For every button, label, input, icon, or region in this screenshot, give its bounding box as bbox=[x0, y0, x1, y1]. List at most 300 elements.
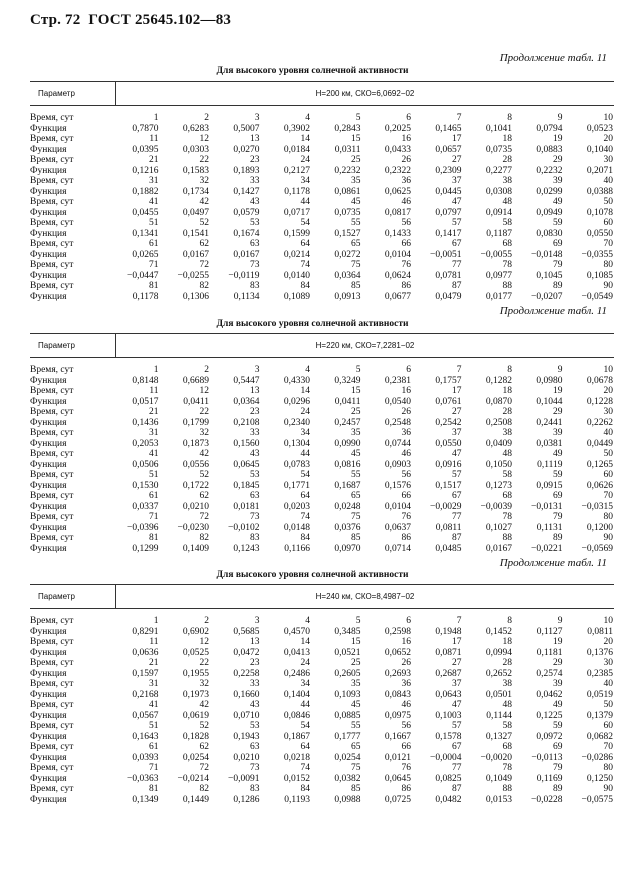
table-cell: 0,0506 bbox=[132, 459, 159, 470]
table-row bbox=[30, 239, 614, 250]
table-cell: 7 bbox=[456, 365, 462, 375]
table-cell: 49 bbox=[553, 197, 563, 207]
table-cell: 0,2843 bbox=[334, 123, 361, 134]
table-cell: 0,1027 bbox=[485, 522, 512, 533]
table-cell: 85 bbox=[351, 533, 361, 543]
table-cell: 0,2598 bbox=[384, 626, 411, 637]
table-cell: 47 bbox=[452, 197, 462, 207]
table-cell: −0,0113 bbox=[531, 752, 563, 763]
table-cell: 6 bbox=[406, 365, 411, 375]
row-label: Функция bbox=[30, 459, 67, 470]
table-cell: 68 bbox=[502, 491, 512, 501]
table-cell: 4 bbox=[305, 616, 310, 626]
row-label: Функция bbox=[30, 710, 67, 721]
table-cell: 0,0210 bbox=[233, 752, 260, 763]
table-cell: −0,0055 bbox=[480, 249, 512, 260]
table-cell: 79 bbox=[553, 260, 563, 270]
table-cell: 25 bbox=[351, 407, 361, 417]
table-cell: 8 bbox=[507, 616, 512, 626]
table-cell: 0,1417 bbox=[435, 228, 462, 239]
table-cell: 0,2025 bbox=[384, 123, 411, 134]
table-cell: −0,0549 bbox=[581, 291, 613, 302]
row-label: Время, сут bbox=[30, 386, 74, 396]
table-cell: 0,1379 bbox=[586, 710, 613, 721]
table-cell: 0,1144 bbox=[486, 710, 512, 721]
table-cell: 65 bbox=[351, 491, 361, 501]
table-cell: 0,1948 bbox=[435, 626, 462, 637]
table-cell: 2 bbox=[204, 616, 209, 626]
table-cell: 0,2652 bbox=[485, 668, 512, 679]
table-cell: 0,0121 bbox=[384, 752, 411, 763]
table-cell: 0,3902 bbox=[283, 123, 310, 134]
table-cell: 0,0181 bbox=[233, 501, 260, 512]
table-cell: 40 bbox=[603, 176, 613, 186]
table-cell: 0,1973 bbox=[182, 689, 209, 700]
table-cell: 10 bbox=[603, 113, 613, 123]
table-cell: −0,0569 bbox=[581, 543, 613, 554]
table-cell: 25 bbox=[351, 658, 361, 668]
table-cell: 23 bbox=[250, 658, 260, 668]
table-cell: 39 bbox=[553, 428, 563, 438]
table-cell: 84 bbox=[300, 784, 310, 794]
table-cell: 0,2574 bbox=[536, 668, 563, 679]
table-cell: 0,0619 bbox=[182, 710, 209, 721]
table-row bbox=[30, 250, 614, 261]
table-row bbox=[30, 648, 614, 659]
table-cell: 52 bbox=[199, 218, 209, 228]
table-cell: 0,0970 bbox=[334, 543, 361, 554]
table-cell: 0,0497 bbox=[182, 207, 209, 218]
table-cell: 13 bbox=[250, 134, 260, 144]
table-cell: 24 bbox=[300, 155, 310, 165]
table-cell: 64 bbox=[300, 491, 310, 501]
table-cell: 36 bbox=[401, 679, 411, 689]
table-cell: 0,0682 bbox=[586, 731, 613, 742]
table-cell: 79 bbox=[553, 512, 563, 522]
table-cell: 5 bbox=[355, 365, 361, 375]
table-cell: 21 bbox=[149, 407, 159, 417]
table-cell: 90 bbox=[603, 784, 613, 794]
table-row bbox=[30, 523, 614, 534]
table-cell: 0,1225 bbox=[536, 710, 563, 721]
table-cell: 0,0972 bbox=[536, 731, 563, 742]
table-cell: 0,1867 bbox=[283, 731, 310, 742]
table-cell: 22 bbox=[199, 155, 209, 165]
row-label: Время, сут bbox=[30, 784, 74, 794]
table-cell: 0,0990 bbox=[334, 438, 361, 449]
table-cell: 0,0717 bbox=[283, 207, 310, 218]
table-cell: 43 bbox=[250, 197, 260, 207]
table-row bbox=[30, 218, 614, 229]
continuation-note: Продолжение табл. 11 bbox=[499, 305, 607, 317]
table-cell: 0,2605 bbox=[334, 668, 361, 679]
table-cell: 43 bbox=[250, 700, 260, 710]
table-cell: 0,0167 bbox=[182, 249, 209, 260]
table-cell: 0,0579 bbox=[233, 207, 260, 218]
table-cell: 0,1409 bbox=[182, 543, 209, 554]
row-label: Функция bbox=[30, 186, 67, 197]
table-cell: 52 bbox=[199, 470, 209, 480]
row-label: Время, сут bbox=[30, 260, 74, 270]
table-cell: 61 bbox=[149, 491, 159, 501]
table-cell: 58 bbox=[502, 721, 512, 731]
table-cell: 0,1599 bbox=[283, 228, 310, 239]
table-cell: 0,1166 bbox=[284, 543, 310, 554]
table-cell: 0,0870 bbox=[485, 396, 512, 407]
table-row bbox=[30, 208, 614, 219]
table-cell: 0,3485 bbox=[334, 626, 361, 637]
table-cell: 0,1093 bbox=[334, 689, 361, 700]
table-cell: 0,1465 bbox=[435, 123, 462, 134]
table-cell: 32 bbox=[199, 428, 209, 438]
table-cell: 57 bbox=[452, 470, 462, 480]
table-cell: 88 bbox=[502, 281, 512, 291]
table-cell: 0,0411 bbox=[183, 396, 209, 407]
table-cell: 0,1228 bbox=[586, 396, 613, 407]
table-cell: 0,0883 bbox=[536, 144, 563, 155]
table-header bbox=[30, 333, 614, 358]
table-cell: 0,1777 bbox=[334, 731, 361, 742]
table-cell: 30 bbox=[603, 658, 613, 668]
table-cell: −0,0396 bbox=[127, 522, 159, 533]
table-cell: 80 bbox=[603, 512, 613, 522]
table-cell: 74 bbox=[300, 260, 310, 270]
table-cell: 0,1282 bbox=[485, 375, 512, 386]
row-label: Функция bbox=[30, 123, 67, 134]
row-label: Функция bbox=[30, 249, 67, 260]
table-cell: −0,0286 bbox=[581, 752, 613, 763]
table-cell: 27 bbox=[452, 407, 462, 417]
table-cell: 0,5685 bbox=[233, 626, 260, 637]
table-cell: 33 bbox=[250, 679, 260, 689]
table-cell: 74 bbox=[300, 763, 310, 773]
table-cell: 60 bbox=[603, 218, 613, 228]
table-cell: 82 bbox=[199, 281, 209, 291]
table-cell: 75 bbox=[351, 763, 361, 773]
table-cell: 0,0177 bbox=[485, 291, 512, 302]
table-cell: 0,0885 bbox=[334, 710, 361, 721]
table-cell: 0,0871 bbox=[435, 647, 462, 658]
table-cell: 0,0625 bbox=[384, 186, 411, 197]
table-cell: 0,1873 bbox=[182, 438, 209, 449]
table-cell: 0,0626 bbox=[586, 480, 613, 491]
table-cell: 0,0311 bbox=[334, 144, 361, 155]
table-cell: 0,8148 bbox=[132, 375, 159, 386]
table-cell: −0,0355 bbox=[581, 249, 613, 260]
table-cell: 0,3249 bbox=[334, 375, 361, 386]
table-cell: 0,0624 bbox=[384, 270, 411, 281]
table-cell: 45 bbox=[351, 449, 361, 459]
table-cell: 6 bbox=[406, 616, 411, 626]
table-cell: 0,0376 bbox=[334, 522, 361, 533]
table-cell: 68 bbox=[502, 742, 512, 752]
table-cell: 0,0214 bbox=[283, 249, 310, 260]
table-cell: 0,2277 bbox=[485, 165, 512, 176]
table-cell: 0,2232 bbox=[334, 165, 361, 176]
table-cell: 0,1893 bbox=[233, 165, 260, 176]
row-label: Функция bbox=[30, 647, 67, 658]
table-cell: 62 bbox=[199, 742, 209, 752]
table-cell: 78 bbox=[502, 260, 512, 270]
table-cell: 0,2340 bbox=[283, 417, 310, 428]
table-row bbox=[30, 271, 614, 282]
row-label: Время, сут bbox=[30, 742, 74, 752]
table-cell: 0,1078 bbox=[586, 207, 613, 218]
table-cell: 55 bbox=[351, 470, 361, 480]
table-cell: 0,0308 bbox=[485, 186, 512, 197]
table-cell: 63 bbox=[250, 491, 260, 501]
table-cell: 0,1722 bbox=[182, 480, 209, 491]
table-cell: 29 bbox=[553, 407, 563, 417]
table-cell: 41 bbox=[149, 449, 159, 459]
table-cell: 79 bbox=[553, 763, 563, 773]
table-cell: 0,7870 bbox=[132, 123, 159, 134]
continuation-note: Продолжение табл. 11 bbox=[499, 52, 607, 64]
page-number: Стр. 72 bbox=[30, 12, 81, 28]
table-cell: 0,0153 bbox=[485, 794, 512, 805]
table-cell: −0,0119 bbox=[228, 270, 260, 281]
table-cell: 53 bbox=[250, 721, 260, 731]
table-cell: 81 bbox=[149, 784, 159, 794]
table-cell: 44 bbox=[300, 449, 310, 459]
table-cell: 80 bbox=[603, 763, 613, 773]
table-cell: 0,0811 bbox=[435, 522, 462, 533]
table-cell: 69 bbox=[553, 491, 563, 501]
table-cell: 39 bbox=[553, 679, 563, 689]
table-cell: 45 bbox=[351, 700, 361, 710]
row-label: Функция bbox=[30, 543, 67, 554]
table-cell: 0,1085 bbox=[586, 270, 613, 281]
table-cell: 9 bbox=[557, 365, 563, 375]
table-cell: 3 bbox=[254, 365, 260, 375]
table-cell: 0,1193 bbox=[284, 794, 310, 805]
table-cell: −0,0255 bbox=[177, 270, 209, 281]
table-cell: 0,1169 bbox=[536, 773, 563, 784]
table-cell: 0,0540 bbox=[384, 396, 411, 407]
table-cell: 51 bbox=[149, 218, 159, 228]
table-cell: 36 bbox=[401, 428, 411, 438]
table-header bbox=[30, 81, 614, 106]
table-cell: 0,0167 bbox=[233, 249, 260, 260]
table-cell: 12 bbox=[199, 134, 209, 144]
table-cell: 19 bbox=[553, 637, 563, 647]
table-cell: 0,1089 bbox=[283, 291, 310, 302]
table-title: Для высокого уровня солнечной активности bbox=[216, 570, 409, 580]
table-cell: 0,1376 bbox=[586, 647, 613, 658]
table-cell: 0,0525 bbox=[182, 647, 209, 658]
row-label: Функция bbox=[30, 522, 67, 533]
row-label: Время, сут bbox=[30, 134, 74, 144]
table-cell: 0,0388 bbox=[586, 186, 613, 197]
table-cell: 0,0148 bbox=[283, 522, 310, 533]
table-cell: −0,0051 bbox=[430, 249, 462, 260]
table-cell: 20 bbox=[603, 134, 613, 144]
row-label: Функция bbox=[30, 396, 67, 407]
table-cell: 0,6283 bbox=[182, 123, 209, 134]
table-cell: 0,6902 bbox=[182, 626, 209, 637]
table-cell: 46 bbox=[401, 197, 411, 207]
table-cell: 77 bbox=[452, 763, 462, 773]
row-label: Функция bbox=[30, 794, 67, 805]
table-cell: 87 bbox=[452, 281, 462, 291]
table-cell: 74 bbox=[300, 512, 310, 522]
table-cell: 0,1131 bbox=[536, 522, 563, 533]
table-row bbox=[30, 407, 614, 418]
table-cell: 0,1003 bbox=[435, 710, 462, 721]
condition-header: H=200 км, СКО=6,0692−02 bbox=[315, 89, 415, 98]
table-cell: 71 bbox=[149, 260, 159, 270]
table-cell: 0,0482 bbox=[435, 794, 462, 805]
table-cell: 0,1560 bbox=[233, 438, 260, 449]
table-cell: 0,0846 bbox=[283, 710, 310, 721]
table-cell: 0,0381 bbox=[536, 438, 563, 449]
table-cell: 39 bbox=[553, 176, 563, 186]
table-cell: 0,0382 bbox=[334, 773, 361, 784]
table-cell: 0,0449 bbox=[586, 438, 613, 449]
table-cell: 65 bbox=[351, 742, 361, 752]
table-cell: 38 bbox=[502, 176, 512, 186]
row-label: Время, сут bbox=[30, 700, 74, 710]
table-row bbox=[30, 721, 614, 732]
table-cell: −0,0230 bbox=[177, 522, 209, 533]
table-cell: 56 bbox=[401, 218, 411, 228]
table-cell: 31 bbox=[149, 679, 159, 689]
table-row bbox=[30, 732, 614, 743]
table-cell: 49 bbox=[553, 449, 563, 459]
table-cell: 59 bbox=[553, 721, 563, 731]
table-row bbox=[30, 616, 614, 627]
table-cell: 17 bbox=[452, 637, 462, 647]
table-cell: 0,0395 bbox=[132, 144, 159, 155]
table-cell: 67 bbox=[452, 491, 462, 501]
table-cell: 62 bbox=[199, 491, 209, 501]
table-cell: 0,0636 bbox=[132, 647, 159, 658]
table-cell: 38 bbox=[502, 428, 512, 438]
table-cell: 44 bbox=[300, 700, 310, 710]
row-label: Время, сут bbox=[30, 428, 74, 438]
table-cell: 57 bbox=[452, 721, 462, 731]
table-cell: 43 bbox=[250, 449, 260, 459]
table-cell: 10 bbox=[603, 616, 613, 626]
table-cell: 15 bbox=[351, 134, 361, 144]
table-cell: 0,1452 bbox=[485, 626, 512, 637]
table-cell: 0,1178 bbox=[132, 291, 159, 302]
table-cell: 16 bbox=[401, 386, 411, 396]
row-label: Функция bbox=[30, 731, 67, 742]
row-label: Время, сут bbox=[30, 637, 74, 647]
table-row bbox=[30, 795, 614, 806]
table-cell: 57 bbox=[452, 218, 462, 228]
table-cell: 30 bbox=[603, 155, 613, 165]
table-cell: 0,2548 bbox=[384, 417, 411, 428]
table-cell: −0,0148 bbox=[531, 249, 563, 260]
table-cell: 0,0248 bbox=[334, 501, 361, 512]
table-row bbox=[30, 679, 614, 690]
table-cell: 0,1597 bbox=[132, 668, 159, 679]
table-cell: 18 bbox=[502, 134, 512, 144]
table-cell: 0,1050 bbox=[485, 459, 512, 470]
table-cell: 0,6689 bbox=[182, 375, 209, 386]
table-title: Для высокого уровня солнечной активности bbox=[216, 319, 409, 329]
table-cell: 0,1049 bbox=[485, 773, 512, 784]
page-header bbox=[30, 12, 231, 29]
table-cell: 0,0364 bbox=[233, 396, 260, 407]
table-row bbox=[30, 418, 614, 429]
table-cell: 0,1660 bbox=[233, 689, 260, 700]
table-cell: 58 bbox=[502, 218, 512, 228]
table-row bbox=[30, 470, 614, 481]
row-label: Функция bbox=[30, 480, 67, 491]
row-label: Функция bbox=[30, 501, 67, 512]
table-cell: 17 bbox=[452, 386, 462, 396]
table-cell: 22 bbox=[199, 658, 209, 668]
row-label: Время, сут bbox=[30, 721, 74, 731]
table-cell: 0,0364 bbox=[334, 270, 361, 281]
table-cell: 0,1250 bbox=[586, 773, 613, 784]
table-cell: 51 bbox=[149, 470, 159, 480]
table-cell: 71 bbox=[149, 763, 159, 773]
table-cell: 0,1404 bbox=[283, 689, 310, 700]
table-cell: 0,0254 bbox=[334, 752, 361, 763]
table-cell: 30 bbox=[603, 407, 613, 417]
table-row bbox=[30, 481, 614, 492]
continuation-note: Продолжение табл. 11 bbox=[499, 557, 607, 569]
table-cell: 0,1578 bbox=[435, 731, 462, 742]
table-cell: 37 bbox=[452, 428, 462, 438]
table-cell: 0,1943 bbox=[233, 731, 260, 742]
table-cell: 78 bbox=[502, 763, 512, 773]
table-cell: 0,1541 bbox=[182, 228, 209, 239]
table-cell: 84 bbox=[300, 281, 310, 291]
table-cell: 24 bbox=[300, 407, 310, 417]
row-label: Функция bbox=[30, 228, 67, 239]
table-cell: 0,0104 bbox=[384, 249, 411, 260]
table-cell: 0,0270 bbox=[233, 144, 260, 155]
table-cell: 66 bbox=[401, 742, 411, 752]
table-cell: 0,2508 bbox=[485, 417, 512, 428]
condition-header: H=240 км, СКО=8,4987−02 bbox=[315, 592, 415, 601]
table-cell: 0,1178 bbox=[284, 186, 310, 197]
table-cell: 0,1299 bbox=[132, 543, 159, 554]
table-cell: 87 bbox=[452, 533, 462, 543]
row-label: Время, сут bbox=[30, 239, 74, 249]
table-cell: 0,2053 bbox=[132, 438, 159, 449]
table-cell: 0,0725 bbox=[384, 794, 411, 805]
table-cell: 33 bbox=[250, 428, 260, 438]
table-row bbox=[30, 176, 614, 187]
table-cell: 58 bbox=[502, 470, 512, 480]
table-cell: 17 bbox=[452, 134, 462, 144]
table-cell: 82 bbox=[199, 784, 209, 794]
table-cell: 0,1349 bbox=[132, 794, 159, 805]
table-cell: 0,0794 bbox=[536, 123, 563, 134]
table-cell: 19 bbox=[553, 134, 563, 144]
table-cell: 0,0652 bbox=[384, 647, 411, 658]
table-cell: 23 bbox=[250, 407, 260, 417]
table-cell: 0,0975 bbox=[384, 710, 411, 721]
table-cell: 59 bbox=[553, 470, 563, 480]
table-cell: 40 bbox=[603, 679, 613, 689]
table-row bbox=[30, 166, 614, 177]
table-cell: 0,0843 bbox=[384, 689, 411, 700]
table-cell: 32 bbox=[199, 176, 209, 186]
table-cell: 13 bbox=[250, 386, 260, 396]
table-row bbox=[30, 637, 614, 648]
table-row bbox=[30, 281, 614, 292]
table-body bbox=[30, 365, 614, 554]
table-cell: 0,0903 bbox=[384, 459, 411, 470]
table-cell: 0,0677 bbox=[384, 291, 411, 302]
